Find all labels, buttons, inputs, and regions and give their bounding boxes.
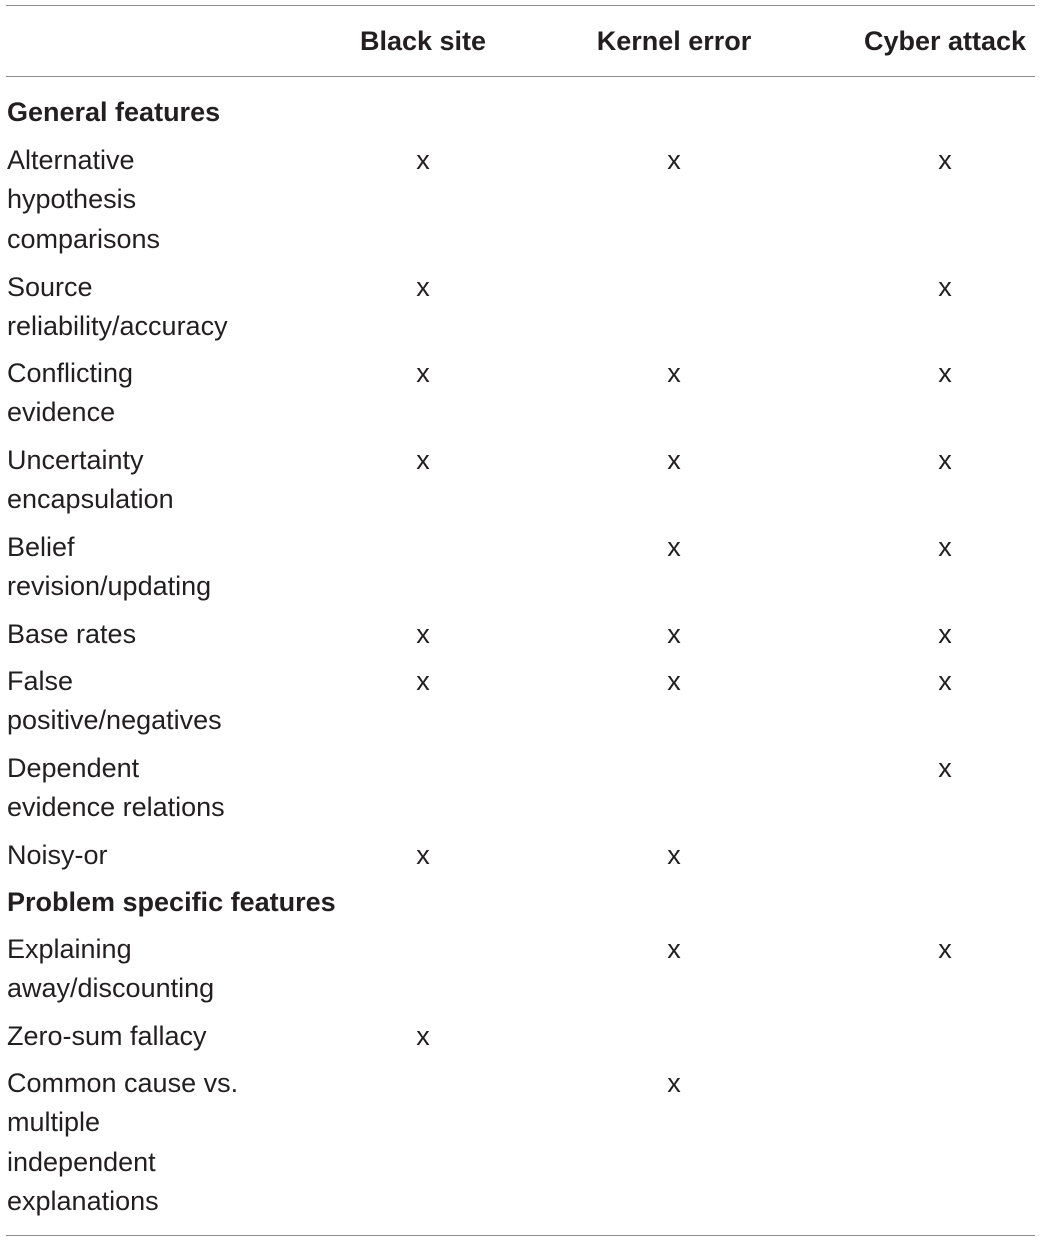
mark-cell-kernel-error: x (667, 145, 681, 175)
row-label (7, 662, 337, 741)
row-label-line: Uncertainty (7, 445, 144, 475)
row-label (7, 268, 337, 347)
mark-cell-kernel-error: x (667, 532, 681, 562)
row-label-line: Belief (7, 532, 75, 562)
mark-cell-cyber-attack: x (938, 358, 952, 388)
row-label-line: Alternative (7, 145, 135, 175)
mark-cell-kernel-error: x (667, 358, 681, 388)
row-label-line: evidence (7, 397, 116, 428)
row-label (7, 749, 337, 828)
mark-cell-kernel-error: x (667, 666, 681, 696)
row-label-line: False (7, 666, 74, 696)
mark-cell-black-site: x (416, 840, 430, 870)
mark-cell-black-site: x (416, 272, 430, 302)
mark-cell-cyber-attack: x (938, 145, 952, 175)
mark-cell-black-site: x (416, 145, 430, 175)
mark-cell-cyber-attack: x (938, 934, 952, 964)
mark-cell-cyber-attack: x (938, 532, 952, 562)
row-label (7, 930, 337, 1009)
column-header-kernel-error: Kernel error (596, 26, 752, 56)
header-divider-rule (6, 76, 1035, 77)
mark-cell-kernel-error: x (667, 619, 681, 649)
mark-cell-black-site: x (416, 619, 430, 649)
row-label-line: Conflicting (7, 358, 134, 388)
row-label-line: independent (7, 1146, 156, 1177)
row-label-line: encapsulation (7, 484, 174, 515)
mark-cell-black-site: x (416, 666, 430, 696)
column-header-cyber-attack: Cyber attack (863, 26, 1027, 56)
row-label (7, 141, 337, 259)
row-label (7, 441, 337, 520)
mark-cell-kernel-error: x (667, 934, 681, 964)
row-label (7, 528, 337, 607)
mark-cell-cyber-attack: x (938, 445, 952, 475)
row-label-line: Base rates (7, 619, 137, 649)
row-label-line: explanations (7, 1185, 159, 1216)
mark-cell-cyber-attack: x (938, 619, 952, 649)
table-bottom-rule (6, 1235, 1035, 1236)
row-label-line: Source (7, 272, 93, 302)
row-label-line: Noisy-or (7, 840, 108, 870)
section-heading-general-features: General features (7, 97, 221, 127)
row-label-line: evidence relations (7, 792, 225, 823)
row-label-line: hypothesis (7, 184, 137, 215)
mark-cell-black-site: x (416, 358, 430, 388)
mark-cell-kernel-error: x (667, 840, 681, 870)
mark-cell-cyber-attack: x (938, 753, 952, 783)
mark-cell-kernel-error: x (667, 1068, 681, 1098)
row-label-line: away/discounting (7, 973, 215, 1004)
row-label-line: Explaining (7, 934, 132, 964)
row-label (7, 615, 337, 654)
mark-cell-cyber-attack: x (938, 272, 952, 302)
row-label-line: comparisons (7, 223, 161, 254)
row-label-line: Common cause vs. (7, 1068, 239, 1098)
row-label (7, 1064, 337, 1221)
mark-cell-black-site: x (416, 445, 430, 475)
row-label-line: reliability/accuracy (7, 311, 228, 342)
row-label-line: Zero-sum fallacy (7, 1021, 207, 1051)
table-header (0, 0, 1040, 76)
row-label-line: revision/updating (7, 571, 212, 602)
row-label (7, 1017, 337, 1056)
mark-cell-cyber-attack: x (938, 666, 952, 696)
section-heading-problem-specific-features: Problem specific features (7, 887, 336, 917)
mark-cell-kernel-error: x (667, 445, 681, 475)
row-label-line: positive/negatives (7, 705, 222, 736)
row-label (7, 354, 337, 433)
column-header-black-site: Black site (359, 26, 487, 56)
row-label-line: multiple (7, 1107, 101, 1138)
row-label (7, 836, 337, 875)
row-label-line: Dependent (7, 753, 140, 783)
mark-cell-black-site: x (416, 1021, 430, 1051)
